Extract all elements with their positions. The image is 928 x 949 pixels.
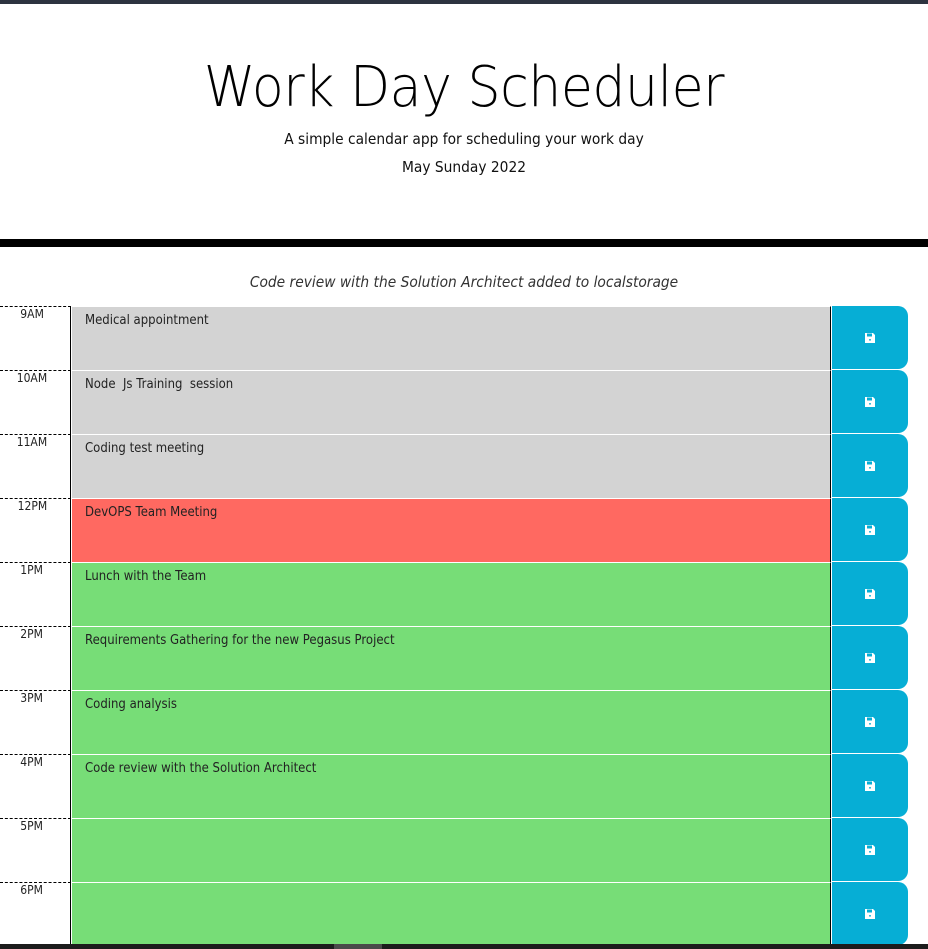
hour-text: 11AM bbox=[16, 435, 48, 449]
event-description-input[interactable] bbox=[72, 370, 831, 434]
horizontal-scrollbar[interactable] bbox=[0, 944, 928, 949]
event-text: Lunch with the Team bbox=[85, 569, 207, 584]
hour-label bbox=[0, 434, 71, 498]
hour-label bbox=[0, 498, 71, 562]
save-button[interactable] bbox=[832, 754, 908, 817]
floppy-disk-icon bbox=[864, 780, 876, 792]
header-divider bbox=[0, 239, 928, 247]
save-button[interactable] bbox=[832, 690, 908, 753]
scrollbar-thumb[interactable] bbox=[334, 944, 382, 949]
event-description-input[interactable] bbox=[72, 626, 831, 690]
event-description-input[interactable] bbox=[72, 498, 831, 562]
floppy-disk-icon bbox=[864, 716, 876, 728]
time-block-12pm bbox=[0, 498, 928, 562]
hour-text: 9AM bbox=[20, 307, 44, 321]
time-block-9am bbox=[0, 306, 928, 370]
event-text: Coding test meeting bbox=[85, 441, 205, 456]
event-description-input[interactable] bbox=[72, 882, 831, 946]
hour-label bbox=[0, 562, 71, 626]
hour-text: 5PM bbox=[20, 819, 44, 833]
time-block-1pm bbox=[0, 562, 928, 626]
hour-label bbox=[0, 370, 71, 434]
event-text: Node Js Training session bbox=[85, 377, 234, 392]
save-button[interactable] bbox=[832, 498, 908, 561]
hour-text: 12PM bbox=[17, 499, 47, 513]
event-text: Medical appointment bbox=[85, 313, 209, 328]
time-block-11am bbox=[0, 434, 928, 498]
floppy-disk-icon bbox=[864, 332, 876, 344]
time-block-3pm bbox=[0, 690, 928, 754]
save-button[interactable] bbox=[832, 818, 908, 881]
floppy-disk-icon bbox=[864, 588, 876, 600]
current-day: May Sunday 2022 bbox=[401, 158, 527, 176]
event-description-input[interactable] bbox=[72, 562, 831, 626]
event-description-input[interactable] bbox=[72, 754, 831, 818]
hour-text: 3PM bbox=[20, 691, 44, 705]
hour-text: 4PM bbox=[20, 755, 44, 769]
event-text: DevOPS Team Meeting bbox=[85, 505, 218, 520]
event-text: Code review with the Solution Architect bbox=[85, 761, 317, 776]
hour-label bbox=[0, 306, 71, 370]
floppy-disk-icon bbox=[864, 844, 876, 856]
save-button[interactable] bbox=[832, 626, 908, 689]
save-button[interactable] bbox=[832, 370, 908, 433]
header bbox=[0, 4, 928, 239]
event-description-input[interactable] bbox=[72, 818, 831, 882]
floppy-disk-icon bbox=[864, 524, 876, 536]
hour-label bbox=[0, 818, 71, 882]
event-description-input[interactable] bbox=[72, 434, 831, 498]
save-button[interactable] bbox=[832, 562, 908, 625]
time-block-2pm bbox=[0, 626, 928, 690]
floppy-disk-icon bbox=[864, 460, 876, 472]
time-block-4pm bbox=[0, 754, 928, 818]
time-block-6pm bbox=[0, 882, 928, 946]
time-block-5pm bbox=[0, 818, 928, 882]
hour-text: 1PM bbox=[20, 563, 44, 577]
hour-label bbox=[0, 690, 71, 754]
page-title: Work Day Scheduler bbox=[203, 55, 725, 120]
hour-label bbox=[0, 882, 71, 946]
save-button[interactable] bbox=[832, 434, 908, 497]
event-description-input[interactable] bbox=[72, 690, 831, 754]
event-text: Requirements Gathering for the new Pegasus Project bbox=[85, 633, 395, 648]
floppy-disk-icon bbox=[864, 396, 876, 408]
schedule bbox=[0, 306, 928, 946]
floppy-disk-icon bbox=[864, 652, 876, 664]
page-subtitle: A simple calendar app for scheduling your work day bbox=[284, 130, 644, 148]
floppy-disk-icon bbox=[864, 908, 876, 920]
hour-text: 2PM bbox=[20, 627, 44, 641]
save-button[interactable] bbox=[832, 882, 908, 945]
time-block-10am bbox=[0, 370, 928, 434]
event-description-input[interactable] bbox=[72, 306, 831, 370]
hour-label bbox=[0, 626, 71, 690]
hour-text: 10AM bbox=[16, 371, 48, 385]
status-message: Code review with the Solution Architect added to localstorage bbox=[249, 273, 679, 291]
hour-text: 6PM bbox=[20, 883, 44, 897]
hour-label bbox=[0, 754, 71, 818]
event-text: Coding analysis bbox=[85, 697, 177, 712]
save-button[interactable] bbox=[832, 306, 908, 369]
